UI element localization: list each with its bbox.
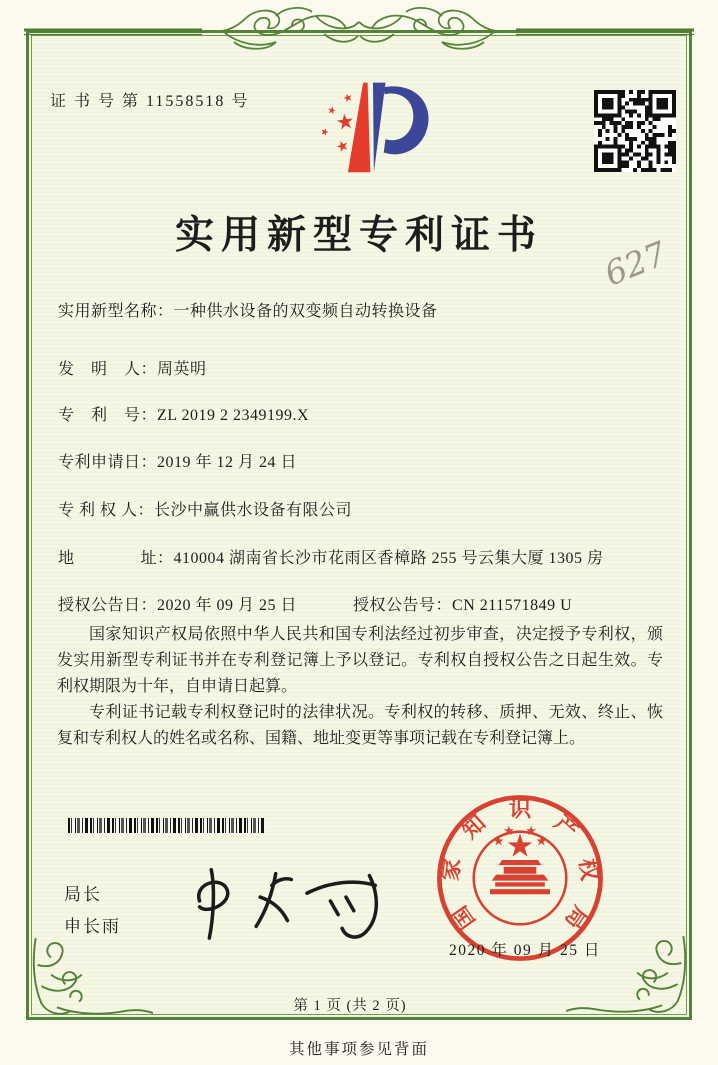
cnipa-logo-icon bbox=[296, 80, 441, 183]
certificate-number: 证 书 号 第 11558518 号 bbox=[50, 93, 250, 110]
commissioner-signature bbox=[182, 856, 387, 944]
field-label: 专 利 权 人： bbox=[58, 502, 155, 519]
commissioner-title: 局长 bbox=[64, 885, 102, 904]
legal-paragraph: 国家知识产权局依照中华人民共和国专利法经过初步审查，决定授予专利权，颁发实用新型专利证书并在专利登记簿上予以登记。专利权自授权公告之日起生效。专利权期限为十年，自申请日起算。 bbox=[57, 626, 663, 695]
field-value: 周英明 bbox=[157, 361, 207, 378]
field-label: 实用新型名称： bbox=[58, 303, 174, 320]
field-row-filing-date bbox=[58, 449, 297, 472]
field-row-inventor bbox=[58, 356, 207, 379]
grant-number-value: CN 211571849 U bbox=[452, 597, 573, 614]
field-value: ZL 2019 2 2349199.X bbox=[157, 407, 310, 424]
grant-date-label: 授权公告日： bbox=[58, 597, 158, 614]
seal-char: 国 bbox=[446, 901, 480, 934]
field-label: 专利申请日： bbox=[58, 454, 158, 471]
seal-char: 家 bbox=[437, 856, 466, 883]
certificate-title: 实用新型专利证书 bbox=[174, 214, 543, 257]
seal-char: 识 bbox=[508, 796, 532, 822]
qr-code bbox=[594, 90, 676, 172]
field-row-patentee bbox=[58, 497, 352, 520]
field-value: 410004 湖南省长沙市花雨区香樟路 255 号云集大厦 1305 房 bbox=[173, 550, 604, 567]
national-emblem-icon bbox=[474, 826, 567, 925]
pencil-note: 627 bbox=[598, 233, 673, 294]
legal-paragraph: 专利证书记载专利权登记时的法律状况。专利权的转移、质押、无效、终止、恢复和专利权人的姓名或名称、国籍、地址变更等事项记载在专利登记簿上。 bbox=[57, 704, 663, 747]
field-row-grant-info bbox=[58, 592, 572, 615]
field-value: 一种供水设备的双变频自动转换设备 bbox=[173, 303, 438, 320]
field-row-address bbox=[58, 545, 604, 568]
seal-char: 局 bbox=[560, 901, 594, 934]
barcode bbox=[68, 818, 265, 833]
field-row-invention-name bbox=[58, 298, 438, 321]
legal-text-block bbox=[57, 622, 663, 752]
seal-char: 权 bbox=[574, 856, 603, 883]
field-value: 长沙中赢供水设备有限公司 bbox=[154, 502, 353, 519]
field-row-patent-number bbox=[58, 402, 309, 425]
commissioner-name: 申长雨 bbox=[64, 917, 121, 936]
field-value: 2019 年 12 月 24 日 bbox=[157, 454, 298, 471]
field-label: 专 利 号： bbox=[58, 407, 158, 424]
grant-date-value: 2020 年 09 月 25 日 bbox=[157, 597, 298, 614]
grant-number-label: 授权公告号： bbox=[353, 597, 453, 614]
seal-char: 产 bbox=[549, 809, 583, 844]
footer-note: 其他事项参见背面 bbox=[288, 1041, 429, 1058]
seal-char: 知 bbox=[457, 809, 491, 844]
field-label: 地 址： bbox=[58, 550, 174, 567]
seal-date: 2020 年 09 月 25 日 bbox=[449, 942, 601, 959]
page-number: 第 1 页 (共 2 页) bbox=[293, 998, 407, 1014]
top-ornament-band bbox=[24, 4, 694, 58]
field-label: 发 明 人： bbox=[58, 361, 158, 378]
